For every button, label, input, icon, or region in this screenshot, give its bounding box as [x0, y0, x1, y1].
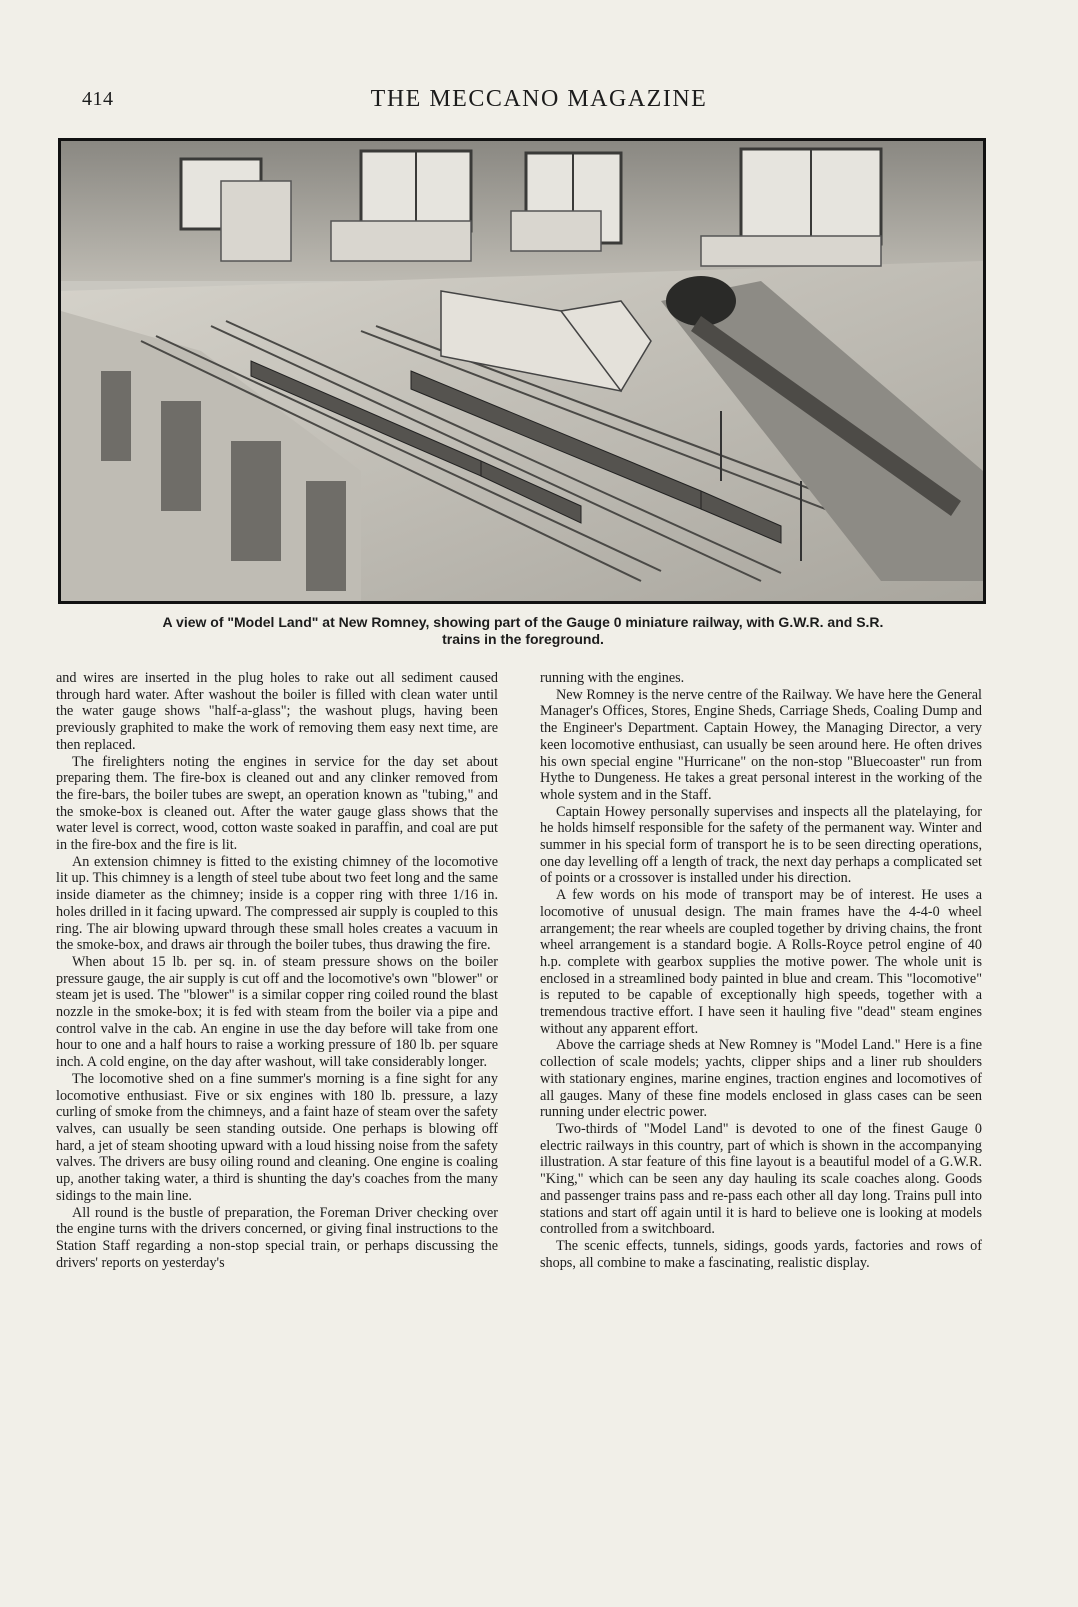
paragraph: Above the carriage sheds at New Romney is "Model Land." Here is a fine collection of scale models; yachts, clipper ships and a liner rub shoulders with stationary engines, marine engines, traction engines and locomotives of all gauges. Many of these fine models enclosed in glass cases can be seen running under electric power. — [540, 1037, 982, 1121]
paragraph: When about 15 lb. per sq. in. of steam pressure shows on the boiler pressure gauge, the air supply is cut off and the locomotive's own "blower" or steam jet is used. The "blower" is a similar copper ring coiled round the blast nozzle in the smoke-box; it is fed with steam from the boiler via a pipe and control valve in the cab. An engine in use the day before will take from one hour to one and a half hours to raise a working pressure of 180 lb. per square inch. A cold engine, on the day after washout, will take considerably longer. — [56, 953, 498, 1071]
paragraph: A few words on his mode of transport may be of interest. He uses a locomotive of unusual design. The main frames have the 4-4-0 wheel arrangement; the rear wheels are coupled together by driving chains, the front wheel arrangement is a standard bogie. A Rolls-Royce petrol engine of 40 h.p. complete with gearbox supplies the motive power. The whole unit is enclosed in a streamlined body painted in blue and cream. This "locomotive" is reputed to be capable of exceptionally high speeds, together with a tremendous tractive effort. I have seen it hauling five "dead" steam engines without any apparent effort. — [540, 887, 982, 1037]
paragraph: All round is the bustle of preparation, the Foreman Driver checking over the engine turns with the drivers concerned, or giving final instructions to the Station Staff regarding a non-stop special train, or perhaps discussing the drivers' reports on yesterday's — [56, 1204, 498, 1271]
paragraph: The firelighters noting the engines in service for the day set about preparing them. The fire-box is cleaned out and any clinker removed from the fire-bars, the boiler tubes are swept, an operation known as "tubing," and the smoke-box is cleaned out. After the water gauge glass shows that the water level is correct, wood, cotton waste soaked in paraffin, and coal are put in the fire-box and the fire is lit. — [56, 753, 498, 854]
paragraph: Captain Howey personally supervises and inspects all the platelaying, for he holds himself responsible for the safety of the permanent way. Winter and summer in his special form of transport he is to be seen directing operations, one day levelling off a length of track, the next day perhaps a complicated set of points or a crossover is installed under his direction. — [540, 803, 982, 887]
right-column — [540, 670, 982, 1271]
caption-line-2: trains in the foreground. — [442, 631, 604, 647]
left-column — [56, 670, 498, 1271]
paragraph: and wires are inserted in the plug holes to rake out all sediment caused through hard water. After washout the boiler is filled with clean water until the water gauge shows "half-a-glass"; the washout plugs, having been previously graphited to make the work of removing them easy next time, are then replaced. — [56, 670, 498, 753]
page-number: 414 — [82, 88, 114, 110]
paragraph: The scenic effects, tunnels, sidings, goods yards, factories and rows of shops, all combine to make a fascinating, realistic display. — [540, 1237, 982, 1271]
paragraph: running with the engines. — [540, 670, 685, 686]
photo-caption — [52, 614, 994, 648]
paragraph: An extension chimney is fitted to the existing chimney of the locomotive lit up. This chimney is a length of steel tube about two feet long and the same inside diameter as the chimney; inside is a copper ring with three 1/16 in. holes drilled in it facing upward. The compressed air supply is coupled to this ring. The air blowing upward through these small holes creates a vacuum in the smoke-box, and draws air through the boiler tubes, thus drawing the fire. — [56, 853, 498, 954]
caption-line-1: A view of "Model Land" at New Romney, showing part of the Gauge 0 miniature railway, with G.W.R. and S.R. — [162, 614, 884, 630]
paragraph: New Romney is the nerve centre of the Railway. We have here the General Manager's Offices, Stores, Engine Sheds, Carriage Sheds, Coaling Dump and the Engineer's Department. Captain Howey, the Managing Director, a very keen locomotive enthusiast, can usually be seen around here. He often drives his own special engine "Hurricane" on the non-stop "Bluecoaster" run from Hythe to Dungeness. He takes a great personal interest in the working of the whole system and in the Staff. — [540, 686, 982, 803]
magazine-title: THE MECCANO MAGAZINE — [370, 86, 708, 112]
model-railway-illustration — [61, 141, 983, 601]
paragraph: Two-thirds of "Model Land" is devoted to one of the finest Gauge 0 electric railways in this country, part of which is shown in the accompanying illustration. A star feature of this fine layout is a beautiful model of a G.W.R. "King," which can be seen any day hauling its scale coaches along. Goods and passenger trains pass and re-pass each other all day long. Trains pull into stations and start off again until it is hard to believe one is looking at models controlled from a switchboard. — [540, 1120, 982, 1238]
paragraph: The locomotive shed on a fine summer's morning is a fine sight for any locomotive enthusiast. Five or six engines with 180 lb. pressure, a lazy curling of smoke from the chimneys, and a faint haze of steam over the safety valves, can usually be seen standing outside. One perhaps is blowing off hard, a jet of steam shooting upward with a loud hissing noise from the safety valves. The drivers are busy oiling round and cleaning. One engine is coaling up, another taking water, a third is shunting the day's coaches from the many sidings to the main line. — [56, 1070, 498, 1204]
model-railway-photo — [58, 138, 986, 604]
